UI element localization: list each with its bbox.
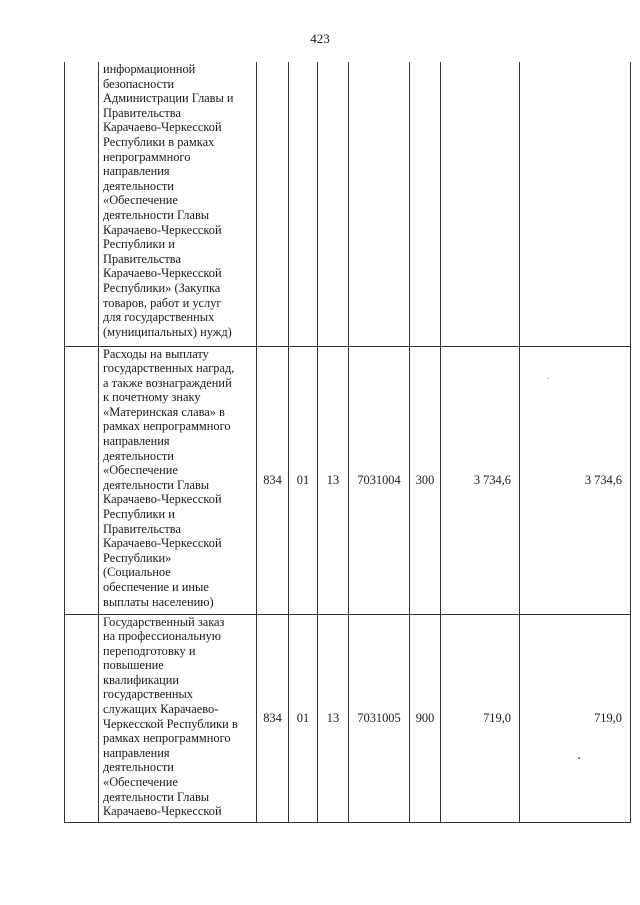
scan-speck: [548, 378, 549, 379]
amount-cell: 3 734,6: [441, 346, 520, 614]
budget-table: [64, 62, 631, 823]
description-cell: информационной безопасности Администрации Главы и Правительства Карачаево-Черкесской Республики в рамках непрограммного направления деятельности «Обеспечение деятельности Главы Карачаево-Черкесской Республики и Правительства Карачаево-Черкесской Республики» (Закупка товаров, работ и услуг для государственных (муниципальных) нужд): [99, 62, 257, 346]
amount-cell: 719,0: [520, 614, 631, 822]
amount-cell: [520, 62, 631, 346]
index-cell: [65, 346, 99, 614]
index-cell: [65, 62, 99, 346]
section-cell: 01: [289, 346, 318, 614]
table-row: [65, 614, 631, 822]
target-article-cell: 7031004: [349, 346, 410, 614]
expense-type-cell: 300: [410, 346, 441, 614]
expense-type-cell: 900: [410, 614, 441, 822]
section-cell: [289, 62, 318, 346]
target-article-cell: [349, 62, 410, 346]
subsection-cell: 13: [318, 346, 349, 614]
description-cell: Расходы на выплату государственных наград, а также вознаграждений к почетному знаку «Материнская слава» в рамках непрограммного направления деятельности «Обеспечение деятельности Главы Карачаево-Черкесской Республики и Правительства Карачаево-Черкесской Республики» (Социальное обеспечение и иные выплаты населению): [99, 346, 257, 614]
description-cell: Государственный заказ на профессиональную переподготовку и повышение квалификации государственных служащих Карачаево- Черкесской Республики в рамках непрограммного направления деятельности «Обеспечение деятельности Главы Карачаево-Черкесской: [99, 614, 257, 822]
expense-type-cell: [410, 62, 441, 346]
subsection-cell: [318, 62, 349, 346]
section-cell: 01: [289, 614, 318, 822]
subsection-cell: 13: [318, 614, 349, 822]
ministry-cell: [257, 62, 289, 346]
ministry-cell: 834: [257, 346, 289, 614]
table-row: [65, 346, 631, 614]
amount-cell: [441, 62, 520, 346]
index-cell: [65, 614, 99, 822]
page-number: 423: [310, 31, 330, 46]
scan-speck: [578, 757, 580, 759]
target-article-cell: 7031005: [349, 614, 410, 822]
table-row: [65, 62, 631, 346]
amount-cell: 719,0: [441, 614, 520, 822]
amount-cell: 3 734,6: [520, 346, 631, 614]
ministry-cell: 834: [257, 614, 289, 822]
